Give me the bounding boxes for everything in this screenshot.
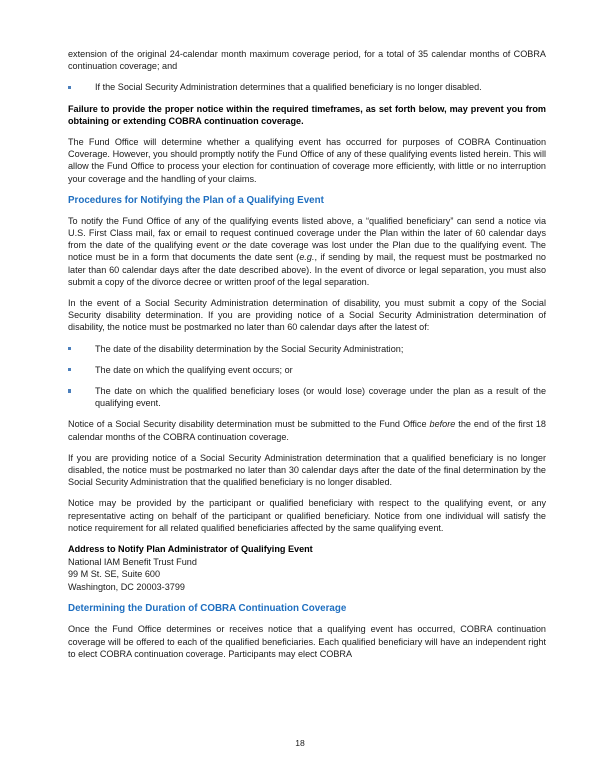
top-bullet-list	[68, 81, 546, 93]
address-line-2: 99 M St. SE, Suite 600	[68, 569, 160, 580]
list-item	[68, 343, 546, 355]
bullet-square-icon	[68, 389, 71, 392]
page-number: 18	[295, 738, 305, 748]
notify-text-part-3: , if sending by mail, the request must be postmarked no later than 60 calendar days after the date described above). In the event of divorce or legal separation, you must also submit a copy of the divorce decree or written proof of the legal separation.	[68, 252, 546, 287]
duration-paragraph: Once the Fund Office determines or receives notice that a qualifying event has occurred, COBRA continuation coverage will be offered to each of the qualified beneficiaries. Each qualified beneficiary will have an independent right to elect COBRA continuation coverage. Participants may elect COBRA	[68, 624, 546, 659]
list-item-label: The date on which the qualified beneficiary loses (or would lose) coverage under the plan as a result of the qualifying event.	[95, 386, 546, 409]
fund-office-paragraph: The Fund Office will determine whether a qualifying event has occurred for purposes of COBRA Continuation Coverage. However, you should promptly notify the Fund Office of any of these qualifying events listed herein. This will allow the Fund Office to process your election for continuation of coverage more efficiently, with little or no interruption your coverage and the handling of your claims.	[68, 137, 546, 184]
notice-before-part-1: Notice of a Social Security disability determination must be submitted to the Fund Office	[68, 419, 430, 430]
notice-before-paragraph	[68, 418, 546, 442]
bullet-square-icon	[68, 86, 71, 89]
bullet-square-icon	[68, 347, 71, 350]
list-item	[68, 81, 546, 93]
notice-may-be-provided-paragraph: Notice may be provided by the participant or qualified beneficiary with respect to the qualifying event, or any representative acting on behalf of the participant or qualified beneficiary. Notice from one individual will satisfy the notice requirement for all related qualified beneficiaries affected by the same qualifying event.	[68, 498, 546, 533]
address-block	[68, 543, 546, 593]
address-line-1: National IAM Benefit Trust Fund	[68, 556, 197, 567]
notice-italic-before: before	[429, 419, 456, 430]
notify-text-part-1: To notify the Fund Office of any of the qualifying events listed above, a “qualified beneficiary” can send a notice via U.S. First Class mail, fax or email to request continued coverage under the Plan within the later of 60 calendar days from the date of the qualifying event	[68, 215, 546, 251]
notify-italic-eg: e.g.	[299, 252, 315, 263]
list-item	[68, 385, 546, 409]
latest-of-bullet-list	[68, 343, 546, 410]
list-item-label: If the Social Security Administration determines that a qualified beneficiary is no longer disabled.	[95, 82, 482, 93]
section-heading-duration: Determining the Duration of COBRA Continuation Coverage	[68, 603, 347, 615]
list-item-label: The date on which the qualifying event occurs; or	[95, 364, 293, 375]
section-heading-procedures: Procedures for Notifying the Plan of a Qualifying Event	[68, 194, 324, 206]
continued-bullet-text: extension of the original 24-calendar month maximum coverage period, for a total of 35 calendar months of COBRA continuation coverage; and	[68, 49, 546, 72]
list-item-label: The date of the disability determination by the Social Security Administration;	[95, 343, 404, 354]
notify-text-part-2: the date coverage was lost under the Plan due to the qualifying event. The notice must be in a form that documents the date sent (	[68, 240, 546, 263]
bold-notice-paragraph: Failure to provide the proper notice within the required timeframes, as set forth below, may prevent you from obtaining or extending COBRA continuation coverage.	[68, 103, 546, 126]
no-longer-disabled-paragraph: If you are providing notice of a Social Security Administration determination that a qualified beneficiary is no longer disabled, the notice must be postmarked no later than 30 calendar days after the date of the final determination by the Social Security Administration that the qualified beneficiary is no longer disabled.	[68, 452, 546, 488]
address-title: Address to Notify Plan Administrator of Qualifying Event	[68, 544, 313, 555]
notice-before-part-2: the end of the first 18 calendar months of the COBRA continuation coverage.	[68, 419, 546, 442]
bullet-square-icon	[68, 368, 71, 371]
address-line-3: Washington, DC 20003-3799	[68, 581, 185, 592]
list-item	[68, 364, 546, 376]
notify-italic-or: or	[222, 240, 231, 251]
ssa-disability-paragraph: In the event of a Social Security Administration determination of disability, you must submit a copy of the Social Security disability determination. If you are providing notice of a Social Security Administration determination of disability, the notice must be postmarked no later than 60 calendar days after the latest of:	[68, 298, 546, 333]
notify-procedures-paragraph	[68, 215, 546, 288]
page-content	[68, 48, 546, 669]
